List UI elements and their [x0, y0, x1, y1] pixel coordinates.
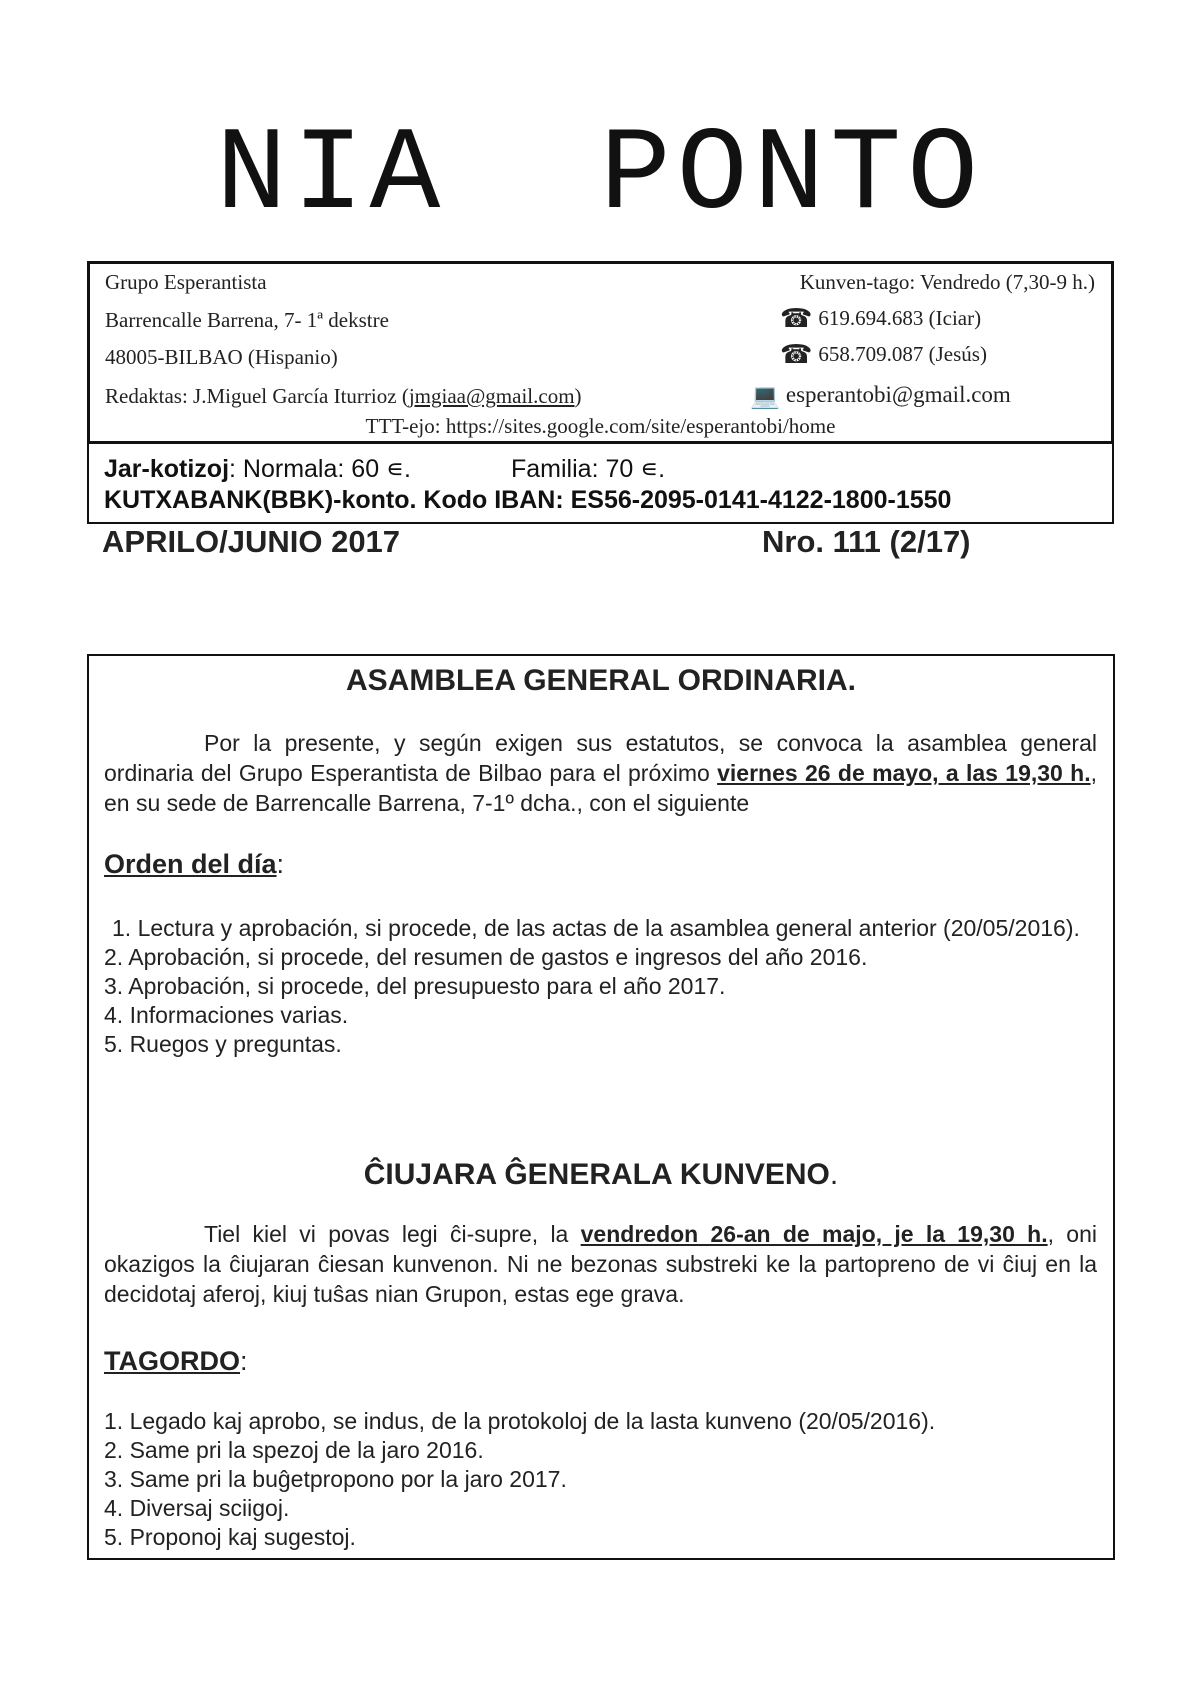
esperanto-date: vendredon 26-an de majo, je la 19,30 h.: [580, 1221, 1048, 1247]
fees-family: Familia: 70 ∊.: [511, 455, 666, 483]
editor-email-link[interactable]: jmgiaa@gmail.com: [408, 384, 575, 408]
editor-prefix: Redaktas: J.Miguel García Iturrioz (: [105, 384, 409, 408]
issue-number: Nro. 111 (2/17): [762, 524, 971, 559]
computer-icon: 💻: [750, 384, 780, 410]
phone-line-2: [780, 340, 987, 370]
editor-line: [105, 384, 582, 409]
esperanto-heading: ĈIUJARA ĜENERALA KUNVENO.: [363, 1158, 839, 1191]
esperanto-intro-end: , oni okazigos la ĉiujaran ĉiesan kunvenon. Ni ne bezonas substreki ke la partopreno de vi ĉiuj en la decidotaj aferoj, kiuj tuŝas nian Grupon, estas ege grava.: [104, 1221, 1097, 1307]
newsletter-title: NIA PONTO: [215, 110, 985, 243]
fees-label: Jar-kotizoj: [104, 455, 230, 483]
group-city: 48005-BILBAO (Hispanio): [105, 345, 338, 369]
list-item: 5. Proponoj kaj sugestoj.: [104, 1524, 356, 1550]
spanish-date: viernes 26 de mayo, a las 19,30 h.: [717, 760, 1091, 786]
list-item: 5. Ruegos y preguntas.: [104, 1031, 342, 1057]
esperanto-intro: [104, 1219, 1097, 1309]
announcement-box: [87, 654, 1115, 1560]
list-item: 3. Same pri la buĝetpropono por la jaro 2017.: [104, 1466, 567, 1492]
spanish-intro-text: Por la presente, y según exigen sus estatutos, se convoca la asamblea general ordinaria del Grupo Esperantista de Bilbao para el próximo: [104, 730, 1097, 786]
contact-info-box: [87, 261, 1114, 444]
website[interactable]: TTT-ejo: https://sites.google.com/site/esperantobi/home: [365, 414, 836, 438]
phone-icon: ☎: [780, 340, 813, 369]
bank-account: KUTXABANK(BBK)-konto. Kodo IBAN: ES56-2095-0141-4122-1800-1550: [104, 486, 952, 514]
fees-normal: : Normala: 60 ∊.: [229, 455, 411, 483]
spanish-agenda-label: Orden del día: [104, 849, 277, 879]
fees-line: [104, 454, 411, 484]
phone-icon: ☎: [780, 304, 813, 333]
list-item: 1. Legado kaj aprobo, se indus, de la protokoloj de la lasta kunveno (20/05/2016).: [104, 1408, 936, 1434]
spanish-agenda-list: [104, 914, 1097, 1059]
esperanto-agenda-heading: TAGORDO:: [104, 1346, 248, 1376]
group-address: Barrencalle Barrena, 7- 1ª dekstre: [105, 308, 389, 332]
list-item: 2. Aprobación, si procede, del resumen de gastos e ingresos del año 2016.: [104, 944, 868, 970]
group-name: Grupo Esperantista: [105, 270, 267, 294]
list-item: 3. Aprobación, si procede, del presupuesto para el año 2017.: [104, 973, 726, 999]
spanish-intro: [104, 728, 1097, 818]
list-item: 2. Same pri la spezoj de la jaro 2016.: [104, 1437, 484, 1463]
spanish-heading: ASAMBLEA GENERAL ORDINARIA.: [345, 664, 856, 697]
issue-period: APRILO/JUNIO 2017: [102, 524, 401, 559]
meeting-day: Kunven-tago: Vendredo (7,30-9 h.): [799, 270, 1095, 294]
editor-suffix: ): [574, 384, 582, 408]
spanish-agenda-heading: Orden del día:: [104, 849, 285, 879]
phone-line-1: [780, 304, 981, 334]
esperanto-agenda-label: TAGORDO: [104, 1346, 240, 1376]
esperanto-agenda-list: [104, 1407, 1097, 1552]
list-item: 4. Diversaj sciigoj.: [104, 1495, 290, 1521]
phone-1: 619.694.683 (Iciar): [818, 306, 982, 330]
spanish-intro-end: , en su sede de Barrencalle Barrena, 7-1º dcha., con el siguiente: [104, 760, 1097, 816]
list-item: 1. Lectura y aprobación, si procede, de las actas de la asamblea general anterior (20/05/2016).: [112, 915, 1080, 941]
fees-box: [87, 444, 1114, 524]
group-email[interactable]: esperantobi@gmail.com: [785, 382, 1011, 407]
phone-2: 658.709.087 (Jesús): [818, 342, 987, 366]
list-item: 4. Informaciones varias.: [104, 1002, 349, 1028]
esperanto-heading-text: ĈIUJARA ĜENERALA KUNVENO: [363, 1158, 830, 1191]
esperanto-intro-text: Tiel kiel vi povas legi ĉi-supre, la: [204, 1221, 581, 1247]
email-line: [750, 382, 1011, 411]
